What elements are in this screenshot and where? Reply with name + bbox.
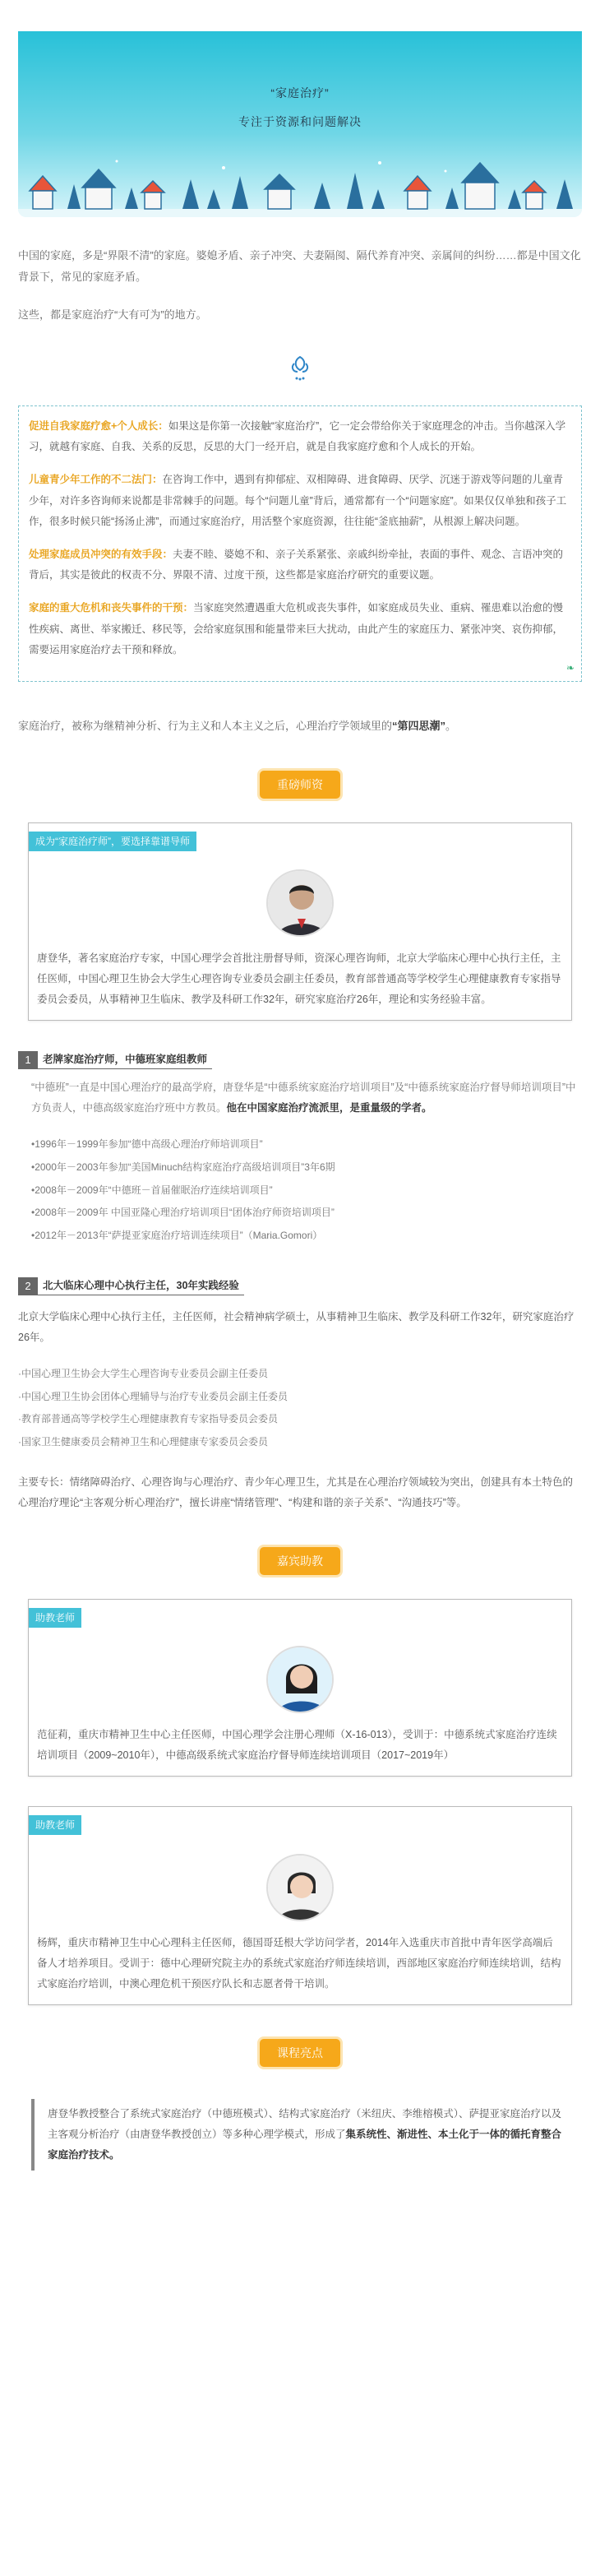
teacher-section-button[interactable]: 重磅师资: [257, 768, 343, 801]
card-tag: 助教老师: [29, 1815, 81, 1835]
section-title: 老牌家庭治疗师，中德班家庭组教师: [38, 1050, 212, 1069]
benefit-item: 处理家庭成员冲突的有效手段：夫妻不睦、婆媳不和、亲子关系紧张、亲戚纠纷牵扯，表面的事件、观念、言语冲突的背后，其实是彼此的权责不分、界限不清、过度干预，这些都是家庭治疗研究的重要议题。: [29, 548, 564, 581]
section-heading: [18, 1276, 582, 1295]
assistant-card: [28, 1599, 572, 1777]
list-item: ·中国心理卫生协会大学生心理咨询专业委员会副主任委员: [18, 1368, 268, 1380]
intro-paragraph: 中国的家庭，多是“界限不清”的家庭。婆媳矛盾、亲子冲突、夫妻隔阂、隔代养育冲突、亲属间的纠纷……都是中国文化背景下，常见的家庭矛盾。: [18, 249, 581, 283]
hero-subtitle: 专注于资源和问题解决: [238, 114, 362, 128]
leaf-icon: ❧: [565, 662, 575, 674]
section-number: 2: [18, 1277, 38, 1295]
list-item: •2008年－2009年 中国亚隆心理治疗培训项目“团体治疗师资培训项目”: [31, 1207, 335, 1219]
village-illustration: [18, 151, 582, 217]
section-quote: “中德班”一直是中国心理治疗的最高学府，唐登华是“中德系统家庭治疗培训项目”及“中德系统家庭治疗督导师培训项目”中方负责人，中德高级家庭治疗班中方教员。他在中国家庭治疗流派里，是重量级的学者。: [31, 1082, 576, 1114]
training-list: [18, 1133, 582, 1247]
assistant-bio: 杨辉，重庆市精神卫生中心心理科主任医师，德国哥廷根大学访问学者，2014年入选重庆市首批中青年医学高端后备人才培养项目。受训于：德中心理研究院主办的系统式家庭治疗师连续培训，西部地区家庭治疗师连续培训，结构式家庭治疗培训，中澳心理危机干预医疗队长和志愿者骨干培训。: [37, 1937, 561, 1990]
flower-icon: [18, 355, 582, 391]
fourth-wave-text: 家庭治疗，被称为继精神分析、行为主义和人本主义之后，心理治疗学领域里的“第四思潮”。: [18, 719, 457, 732]
main-teacher-card: [28, 822, 572, 1022]
guest-section-button[interactable]: 嘉宾助教: [257, 1545, 343, 1578]
list-item: •1996年－1999年参加“德中高级心理治疗师培训项目”: [31, 1138, 263, 1151]
hero-title: “家庭治疗”: [270, 86, 330, 100]
teacher-bio: 唐登华，著名家庭治疗专家，中国心理学会首批注册督导师，资深心理咨询师，北京大学临床心理中心执行主任，主任医师，中国心理卫生协会大学生心理咨询专业委员会副主任委员，教育部普通高等学校学生心理健康教育专家指导委员会委员，从事精神卫生临床、教学及科研工作32年，研究家庭治疗26年，理论和实务经验丰富。: [37, 952, 561, 1006]
page: [0, 31, 600, 2171]
card-tag: 成为“家庭治疗师”，要选择靠谱导师: [29, 832, 196, 851]
list-item: ·中国心理卫生协会团体心理辅导与治疗专业委员会副主任委员: [18, 1390, 288, 1402]
hero-banner: [18, 31, 582, 217]
benefit-item: 家庭的重大危机和丧失事件的干预：当家庭突然遭遇重大危机或丧失事件，如家庭成员失业、重病、罹患难以治愈的慢性疾病、离世、举家搬迁、移民等，会给家庭氛围和能量带来巨大扰动，由此产生的家庭压力、紧张冲突、哀伤抑郁，需要运用家庭治疗去干预和释放。: [29, 602, 564, 656]
section-heading: [18, 1050, 582, 1069]
benefit-item: 促进自我家庭疗愈+个人成长：如果这是你第一次接触“家庭治疗”，它一定会带给你关于家庭理念的冲击。当你越深入学习，就越有家庭、自我、关系的反思，反思的大门一经开启，就是自我家庭疗愈和个人成长的开始。: [29, 419, 566, 453]
list-item: ·国家卫生健康委员会精神卫生和心理健康专家委员会委员: [18, 1436, 268, 1448]
list-item: •2012年－2013年“萨提亚家庭治疗培训连续项目”（Maria.Gomori）: [31, 1229, 323, 1241]
list-item: •2008年－2009年“中德班－首届催眠治疗连续培训项目”: [31, 1184, 273, 1196]
section-paragraph: 北京大学临床心理中心执行主任，主任医师，社会精神病学硕士，从事精神卫生临床、教学及科研工作32年，研究家庭治疗26年。: [18, 1311, 575, 1344]
card-tag: 助教老师: [29, 1608, 81, 1628]
intro-paragraph: 这些，都是家庭治疗“大有可为”的地方。: [18, 308, 207, 321]
assistant-bio: 范征莉，重庆市精神卫生中心主任医师，中国心理学会注册心理师（X-16-013），受训于：中德系统式家庭治疗连续培训项目（2009~2010年），中德高级系统式家庭治疗督导师连续培训项目（2017~2019年）: [37, 1729, 557, 1762]
avatar: [266, 1646, 334, 1713]
section-number: 1: [18, 1051, 38, 1069]
section-title: 北大临床心理中心执行主任，30年实践经验: [38, 1276, 244, 1295]
list-item: •2000年－2003年参加“美国Minuch结构家庭治疗高级培训项目”3年6期: [31, 1161, 335, 1173]
specialty-paragraph: 主要专长：情绪障碍治疗、心理咨询与心理治疗、青少年心理卫生，尤其是在心理治疗领域较为突出，创建具有本土特色的心理治疗理论“主客观分析心理治疗”，擅长讲座“情绪管理”、“构建和谐的亲子关系”、“沟通技巧”等。: [18, 1476, 574, 1508]
highlights-text: 唐登华教授整合了系统式家庭治疗（中德班模式）、结构式家庭治疗（米纽庆、李维榕模式）、萨提亚家庭治疗以及主客观分析治疗（由唐登华教授创立）等多种心理学模式，形成了集系统性、渐进性、本土化于一体的循托育整合家庭治疗技术。: [31, 2099, 569, 2171]
house-icon: [30, 163, 546, 209]
avatar: [266, 869, 334, 937]
intro: [18, 245, 582, 326]
avatar: [266, 1854, 334, 1921]
positions-list: [18, 1363, 582, 1453]
assistant-card: [28, 1806, 572, 2005]
highlights-section-button[interactable]: 课程亮点: [257, 2036, 343, 2069]
list-item: ·教育部普通高等学校学生心理健康教育专家指导委员会委员: [18, 1413, 278, 1425]
benefit-item: 儿童青少年工作的不二法门：在咨询工作中，遇到有抑郁症、双相障碍、进食障碍、厌学、沉迷于游戏等问题的儿童青少年，对许多咨询师来说都是非常棘手的问题。每个“问题儿童”背后，通常都有一个“问题家庭”。如果仅仅单独和孩子工作，很多时候只能“扬汤止沸”，而通过家庭治疗，用活整个家庭资源，往往能“釜底抽薪”，从根源上解决问题。: [29, 473, 567, 528]
benefits-box: [18, 405, 582, 682]
